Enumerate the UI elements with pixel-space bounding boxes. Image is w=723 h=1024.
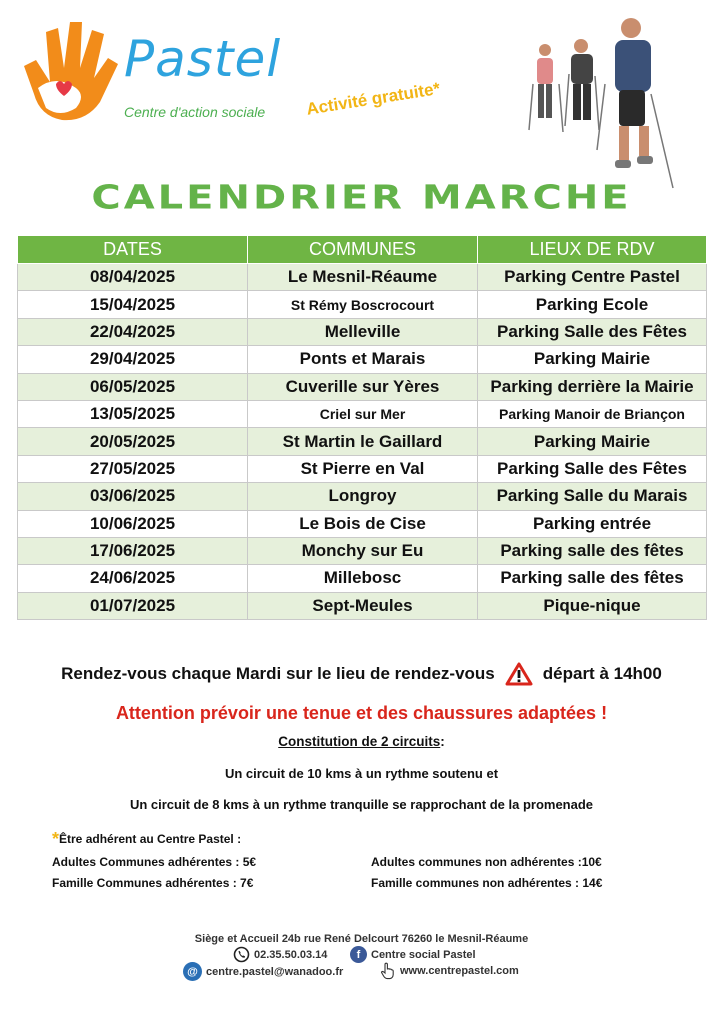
commune-cell: Millebosc bbox=[248, 565, 478, 592]
email-address: centre.pastel@wanadoo.fr bbox=[206, 965, 344, 978]
circuits-title: Constitution de 2 circuits bbox=[278, 734, 441, 749]
price-family-nonmember: Famille communes non adhérentes : 14€ bbox=[371, 876, 603, 890]
website-url: www.centrepastel.com bbox=[400, 965, 519, 977]
commune-cell: St Rémy Boscrocourt bbox=[248, 291, 478, 318]
commune-cell: Sept-Meules bbox=[248, 592, 478, 619]
lieu-cell: Parking salle des fêtes bbox=[478, 565, 707, 592]
commune-cell: Cuverille sur Yères bbox=[248, 373, 478, 400]
commune-cell: Le Bois de Cise bbox=[248, 510, 478, 537]
commune-cell: Le Mesnil-Réaume bbox=[248, 264, 478, 291]
table-row bbox=[18, 373, 707, 400]
rendezvous-line bbox=[0, 662, 723, 686]
page-title: CALENDRIER MARCHE bbox=[91, 179, 632, 217]
commune-cell: Longroy bbox=[248, 483, 478, 510]
table-row bbox=[18, 291, 707, 318]
commune-cell: Ponts et Marais bbox=[248, 346, 478, 373]
circuits-colon: : bbox=[440, 734, 445, 749]
date-cell: 24/06/2025 bbox=[18, 565, 248, 592]
table-row bbox=[18, 318, 707, 345]
date-cell: 03/06/2025 bbox=[18, 483, 248, 510]
warning-triangle-icon bbox=[505, 662, 533, 686]
column-header-dates: DATES bbox=[18, 236, 248, 264]
attention-warning: Attention prévoir une tenue et des chaussures adaptées ! bbox=[115, 703, 608, 723]
facebook-name: Centre social Pastel bbox=[371, 948, 476, 961]
column-header-lieux: LIEUX DE RDV bbox=[478, 236, 707, 264]
table-row bbox=[18, 455, 707, 482]
lieu-cell: Parking Centre Pastel bbox=[478, 264, 707, 291]
circuit-1-text: Un circuit de 10 kms à un rythme soutenu et bbox=[224, 766, 499, 781]
departure-time-text: départ à 14h00 bbox=[542, 664, 662, 683]
footer-email[interactable] bbox=[183, 962, 343, 981]
table-row bbox=[18, 510, 707, 537]
date-cell: 17/06/2025 bbox=[18, 537, 248, 564]
commune-cell: St Martin le Gaillard bbox=[248, 428, 478, 455]
date-cell: 10/06/2025 bbox=[18, 510, 248, 537]
membership-heading-text: Être adhérent au Centre Pastel : bbox=[59, 832, 242, 846]
rendezvous-text: Rendez-vous chaque Mardi sur le lieu de rendez-vous bbox=[61, 664, 495, 683]
lieu-cell: Parking Ecole bbox=[478, 291, 707, 318]
pointer-hand-icon bbox=[380, 962, 396, 980]
table-row bbox=[18, 346, 707, 373]
date-cell: 01/07/2025 bbox=[18, 592, 248, 619]
table-row bbox=[18, 592, 707, 619]
membership-heading bbox=[52, 829, 241, 850]
date-cell: 20/05/2025 bbox=[18, 428, 248, 455]
lieu-cell: Parking salle des fêtes bbox=[478, 537, 707, 564]
lieu-cell: Parking entrée bbox=[478, 510, 707, 537]
commune-cell: Monchy sur Eu bbox=[248, 537, 478, 564]
phone-number: 02.35.50.03.14 bbox=[254, 948, 328, 961]
table-header-row bbox=[18, 236, 707, 264]
lieu-cell: Parking Mairie bbox=[478, 346, 707, 373]
hand-heart-logo-icon bbox=[16, 18, 120, 126]
date-cell: 06/05/2025 bbox=[18, 373, 248, 400]
logo-subtitle: Centre d'action sociale bbox=[124, 104, 266, 120]
date-cell: 13/05/2025 bbox=[18, 400, 248, 427]
header bbox=[0, 0, 723, 175]
circuits-heading bbox=[0, 734, 723, 749]
free-activity-label: Activité gratuite* bbox=[305, 78, 442, 119]
footer-phone bbox=[233, 946, 327, 963]
walkers-photo-icon bbox=[523, 14, 683, 190]
table-row bbox=[18, 264, 707, 291]
date-cell: 15/04/2025 bbox=[18, 291, 248, 318]
price-family-member: Famille Communes adhérentes : 7€ bbox=[52, 876, 254, 890]
date-cell: 22/04/2025 bbox=[18, 318, 248, 345]
footer-website[interactable] bbox=[380, 962, 519, 980]
table-row bbox=[18, 565, 707, 592]
commune-cell: St Pierre en Val bbox=[248, 455, 478, 482]
table-row bbox=[18, 483, 707, 510]
date-cell: 08/04/2025 bbox=[18, 264, 248, 291]
date-cell: 27/05/2025 bbox=[18, 455, 248, 482]
table-row bbox=[18, 428, 707, 455]
price-adult-nonmember: Adultes communes non adhérentes :10€ bbox=[371, 855, 602, 869]
lieu-cell: Pique-nique bbox=[478, 592, 707, 619]
circuit-2-text: Un circuit de 8 kms à un rythme tranquille se rapprochant de la promenade bbox=[129, 797, 594, 812]
date-cell: 29/04/2025 bbox=[18, 346, 248, 373]
email-at-icon: @ bbox=[183, 962, 202, 981]
table-row bbox=[18, 400, 707, 427]
lieu-cell: Parking Mairie bbox=[478, 428, 707, 455]
whatsapp-phone-icon bbox=[233, 946, 250, 963]
facebook-icon: f bbox=[350, 946, 367, 963]
price-adult-member: Adultes Communes adhérentes : 5€ bbox=[52, 855, 257, 869]
table-row bbox=[18, 537, 707, 564]
lieu-cell: Parking Salle du Marais bbox=[478, 483, 707, 510]
commune-cell: Melleville bbox=[248, 318, 478, 345]
lieu-cell: Parking derrière la Mairie bbox=[478, 373, 707, 400]
lieu-cell: Parking Salle des Fêtes bbox=[478, 455, 707, 482]
lieu-cell: Parking Salle des Fêtes bbox=[478, 318, 707, 345]
footer-address: Siège et Accueil 24b rue René Delcourt 76260 le Mesnil-Réaume bbox=[194, 933, 529, 945]
column-header-communes: COMMUNES bbox=[248, 236, 478, 264]
logo-name: Pastel bbox=[124, 30, 282, 88]
walk-calendar-table bbox=[17, 235, 707, 620]
lieu-cell: Parking Manoir de Briançon bbox=[478, 400, 707, 427]
asterisk-star: * bbox=[52, 829, 60, 849]
footer-facebook[interactable] bbox=[350, 946, 476, 963]
commune-cell: Criel sur Mer bbox=[248, 400, 478, 427]
